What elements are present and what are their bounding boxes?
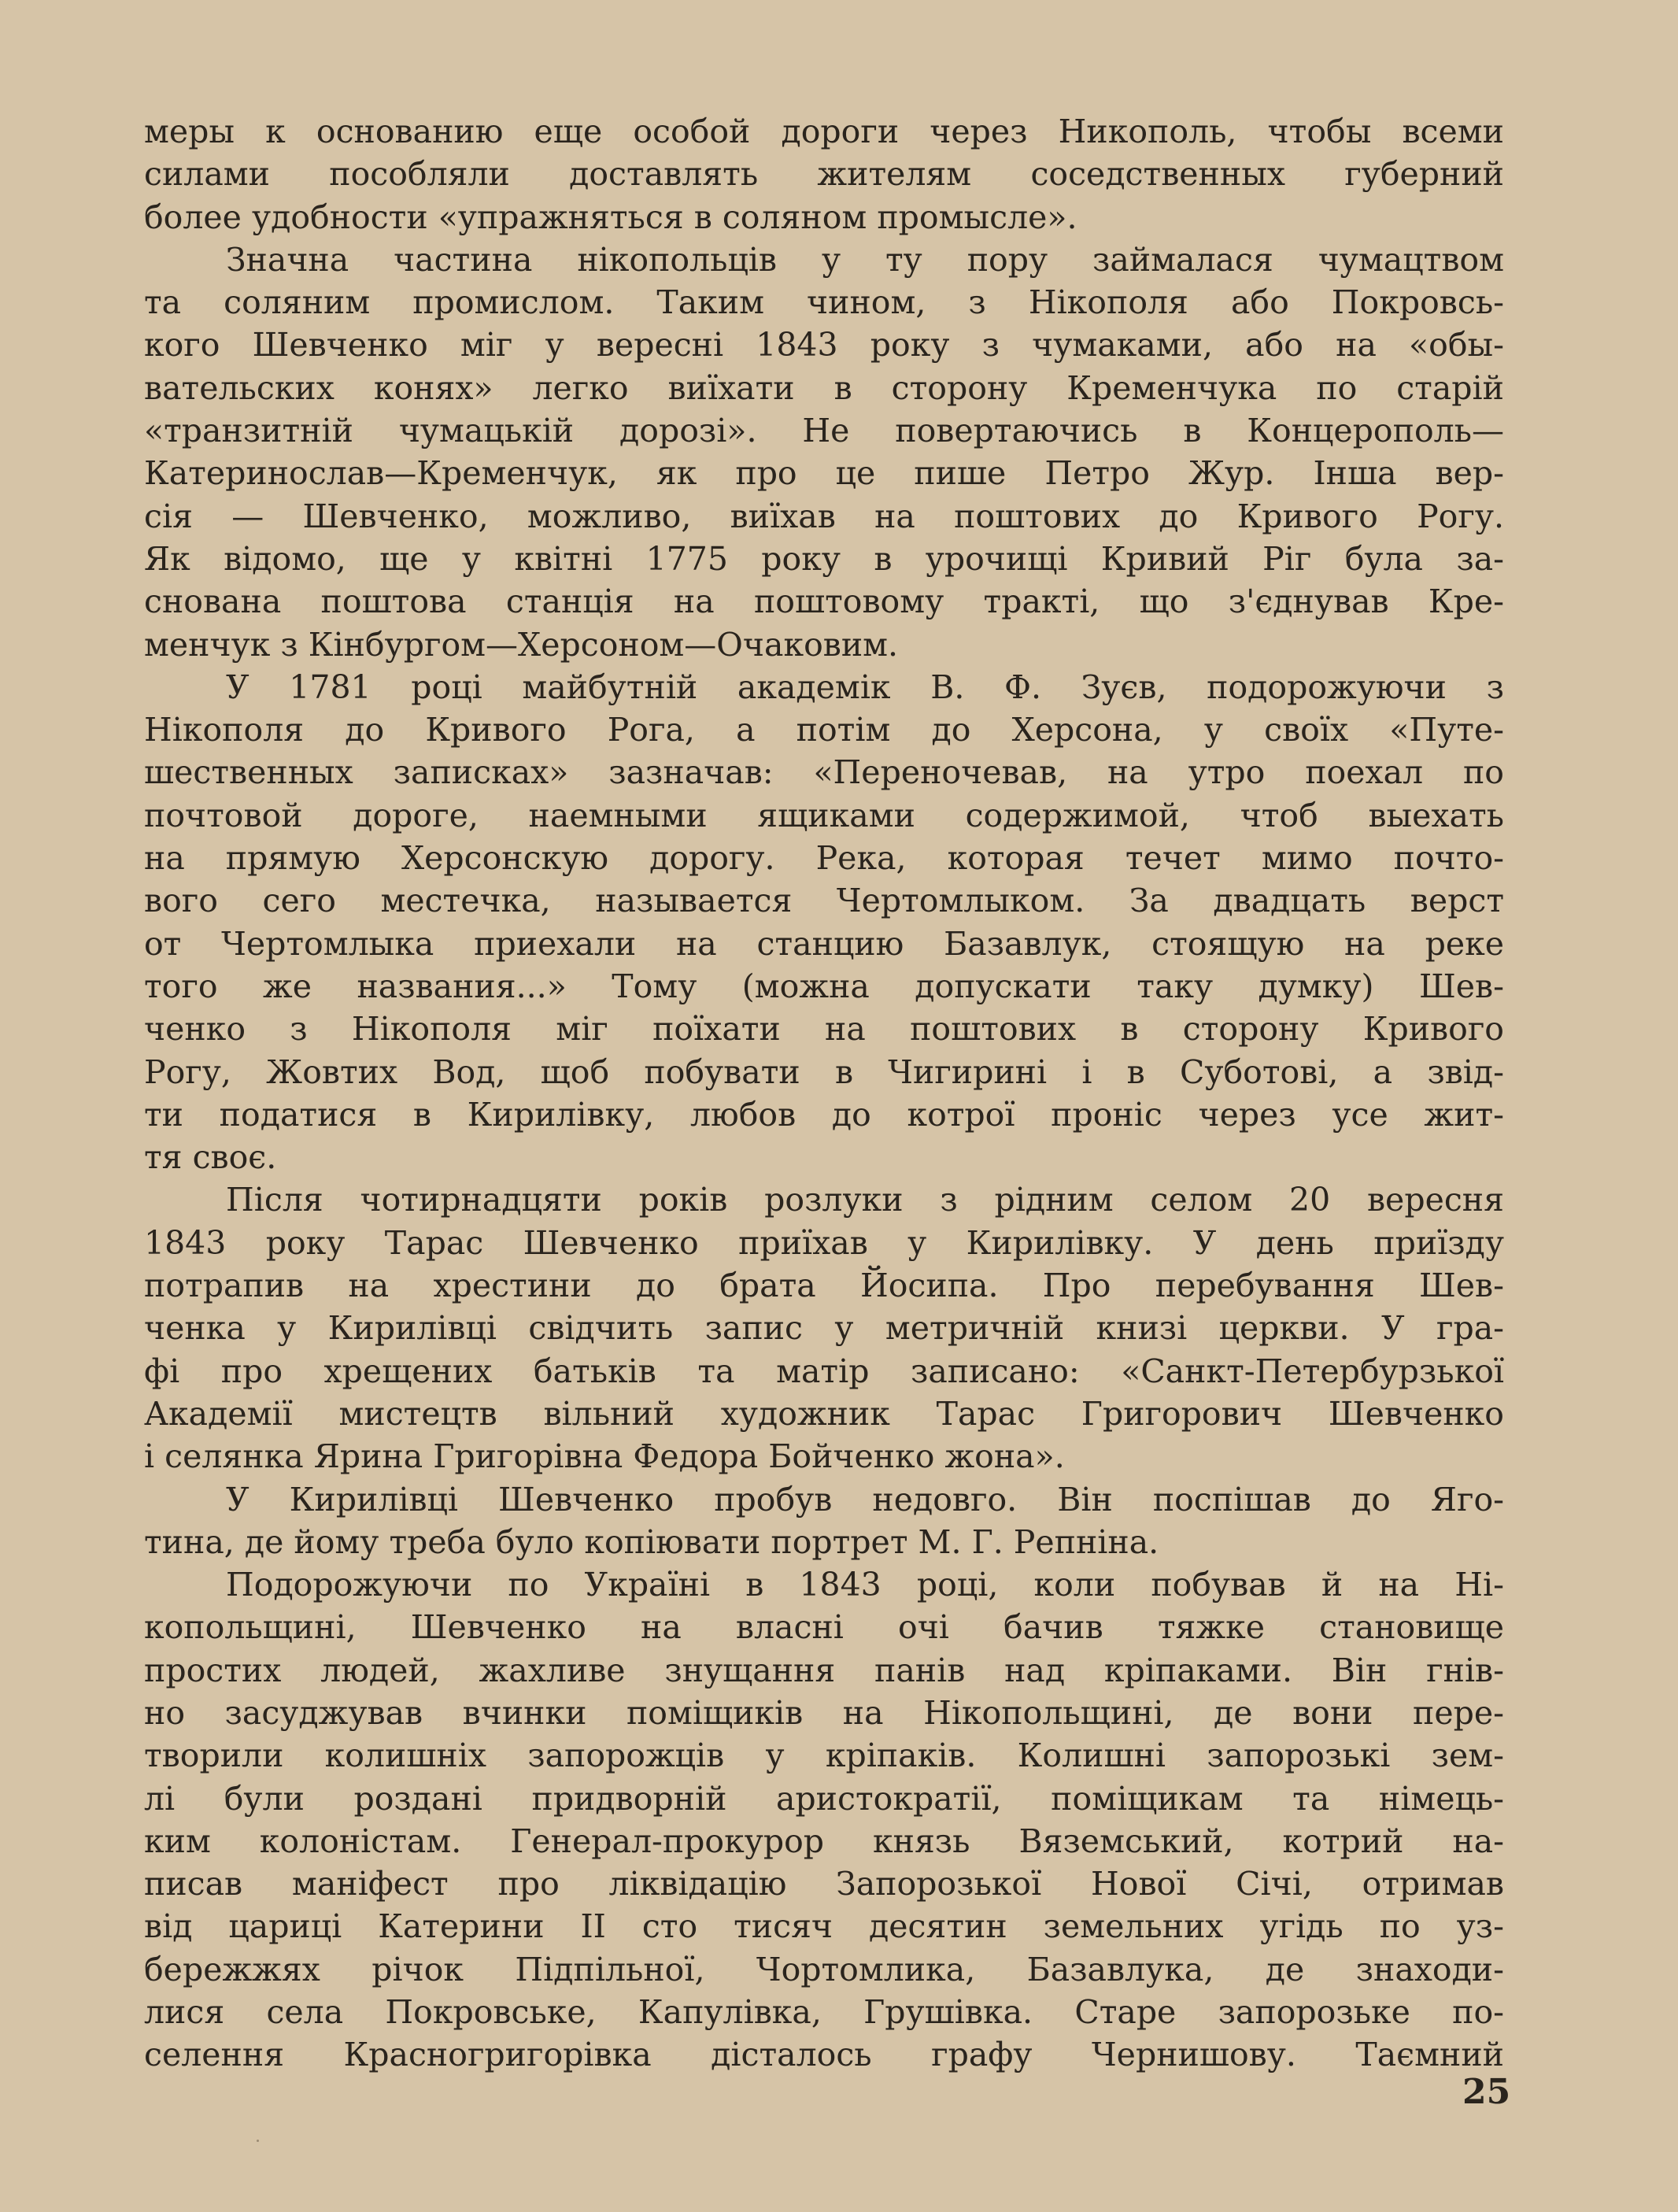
text-line: селення Красногригорівка дісталось графу Чернишову. Таємний (144, 2036, 1504, 2074)
paragraph-start-line: Значна частина нікопольців у ту пору займалася чумацтвом (226, 240, 1504, 279)
text-line: ченко з Нікополя міг поїхати на поштових в сторону Кривого (144, 1010, 1504, 1049)
text-line: творили колишніх запорожців у кріпаків. Колишні запорозькі зем- (144, 1737, 1504, 1775)
text-line: сія — Шевченко, можливо, виїхав на поштових до Кривого Рогу. (144, 497, 1504, 535)
text-line: кого Шевченко міг у вересні 1843 року з чумаками, або на «обы- (144, 326, 1504, 364)
text-line: Як відомо, ще у квітні 1775 року в урочищі Кривий Ріг була за- (144, 539, 1504, 578)
text-line: лі були роздані придворній аристократії, поміщикам та німець- (144, 1779, 1504, 1818)
body-text (144, 110, 1504, 2077)
text-line: від цариці Катерини II сто тисяч десятин земельних угідь по уз- (144, 1907, 1504, 1946)
text-line: ти податися в Кирилівку, любов до котрої проніс через усе жит- (144, 1095, 1504, 1134)
text-line: та соляним промислом. Таким чином, з Нікополя або Покровсь- (144, 283, 1504, 322)
text-line: Рогу, Жовтих Вод, щоб побувати в Чигирині і в Суботові, а звід- (144, 1052, 1504, 1091)
text-line: копольщині, Шевченко на власні очі бачив тяжке становище (144, 1608, 1504, 1647)
text-line: лися села Покровське, Капулівка, Грушівка. Старе запорозьке по- (144, 1993, 1504, 2032)
text-line: Катеринослав—Кременчук, як про це пише Петро Жур. Інша вер- (144, 454, 1504, 493)
paragraph-start-line: У 1781 році майбутній академік В. Ф. Зуєв, подорожуючи з (226, 668, 1504, 706)
text-line: на прямую Херсонскую дорогу. Река, которая течет мимо почто- (144, 839, 1504, 878)
text-line: ким колоністам. Генерал-прокурор князь Вяземський, котрий на- (144, 1822, 1504, 1860)
text-line: шественных записках» зазначав: «Переночевав, на утро поехал по (144, 753, 1504, 792)
paragraph-start-line: Подорожуючи по Україні в 1843 році, коли побував й на Ні- (226, 1566, 1504, 1604)
text-line: меры к основанию еще особой дороги через Никополь, чтобы всеми (144, 113, 1504, 150)
page-number: 25 (1462, 2072, 1511, 2112)
text-line: тина, де йому треба було копіювати портрет М. Г. Репніна. (144, 1522, 1159, 1561)
text-line: простих людей, жахливе знущання панів над кріпаками. Він гнів- (144, 1651, 1504, 1689)
text-line: того же названия...» Тому (можна допускати таку думку) Шев- (144, 967, 1504, 1005)
text-line: от Чертомлыка приехали на станцию Базавлук, стоящую на реке (144, 924, 1504, 963)
text-line: снована поштова станція на поштовому тракті, що з'єднував Кре- (144, 583, 1504, 621)
text-line: і селянка Ярина Григорівна Федора Бойченко жона». (144, 1437, 1065, 1476)
text-line: Академії мистецтв вільний художник Тарас Григорович Шевченко (144, 1394, 1504, 1433)
text-line: ченка у Кирилівці свідчить запис у метричній книзі церкви. У гра- (144, 1309, 1504, 1348)
paragraph-start-line: У Кирилівці Шевченко пробув недовго. Він поспішав до Яго- (226, 1480, 1504, 1518)
text-line: более удобности «упражняться в соляном промысле». (144, 198, 1077, 236)
text-line: вательских конях» легко виїхати в сторону Кременчука по старій (144, 368, 1504, 407)
text-line: бережжях річок Підпільної, Чортомлика, Базавлука, де знаходи- (144, 1950, 1504, 1988)
text-line: потрапив на хрестини до брата Йосипа. Про перебування Шев- (144, 1267, 1504, 1305)
text-line: но засуджував вчинки поміщиків на Нікопольщині, де вони пере- (144, 1693, 1504, 1732)
text-line: тя своє. (144, 1138, 277, 1177)
text-line: писав маніфест про ліквідацію Запорозької Нової Січі, отримав (144, 1865, 1504, 1903)
text-line: Нікополя до Кривого Рога, а потім до Херсона, у своїх «Путе- (144, 711, 1504, 749)
text-line: «транзитній чумацькій дорозі». Не повертаючись в Концерополь— (144, 412, 1504, 450)
text-line: фі про хрещених батьків та матір записано: «Санкт-Петербурзької (144, 1352, 1504, 1390)
text-line: силами пособляли доставлять жителям соседственных губерний (144, 155, 1504, 194)
paragraph-start-line: Після чотирнадцяти років розлуки з рідним селом 20 вересня (226, 1181, 1504, 1219)
text-line: почтовой дороге, наемными ящиками содержимой, чтоб выехать (144, 796, 1504, 834)
text-line: вого сего местечка, называется Чертомлыком. За двадцать верст (144, 882, 1504, 920)
text-line: менчук з Кінбургом—Херсоном—Очаковим. (144, 625, 899, 664)
text-line: 1843 року Тарас Шевченко приїхав у Кирилівку. У день приїзду (144, 1223, 1504, 1262)
paper-speck (257, 2140, 259, 2142)
